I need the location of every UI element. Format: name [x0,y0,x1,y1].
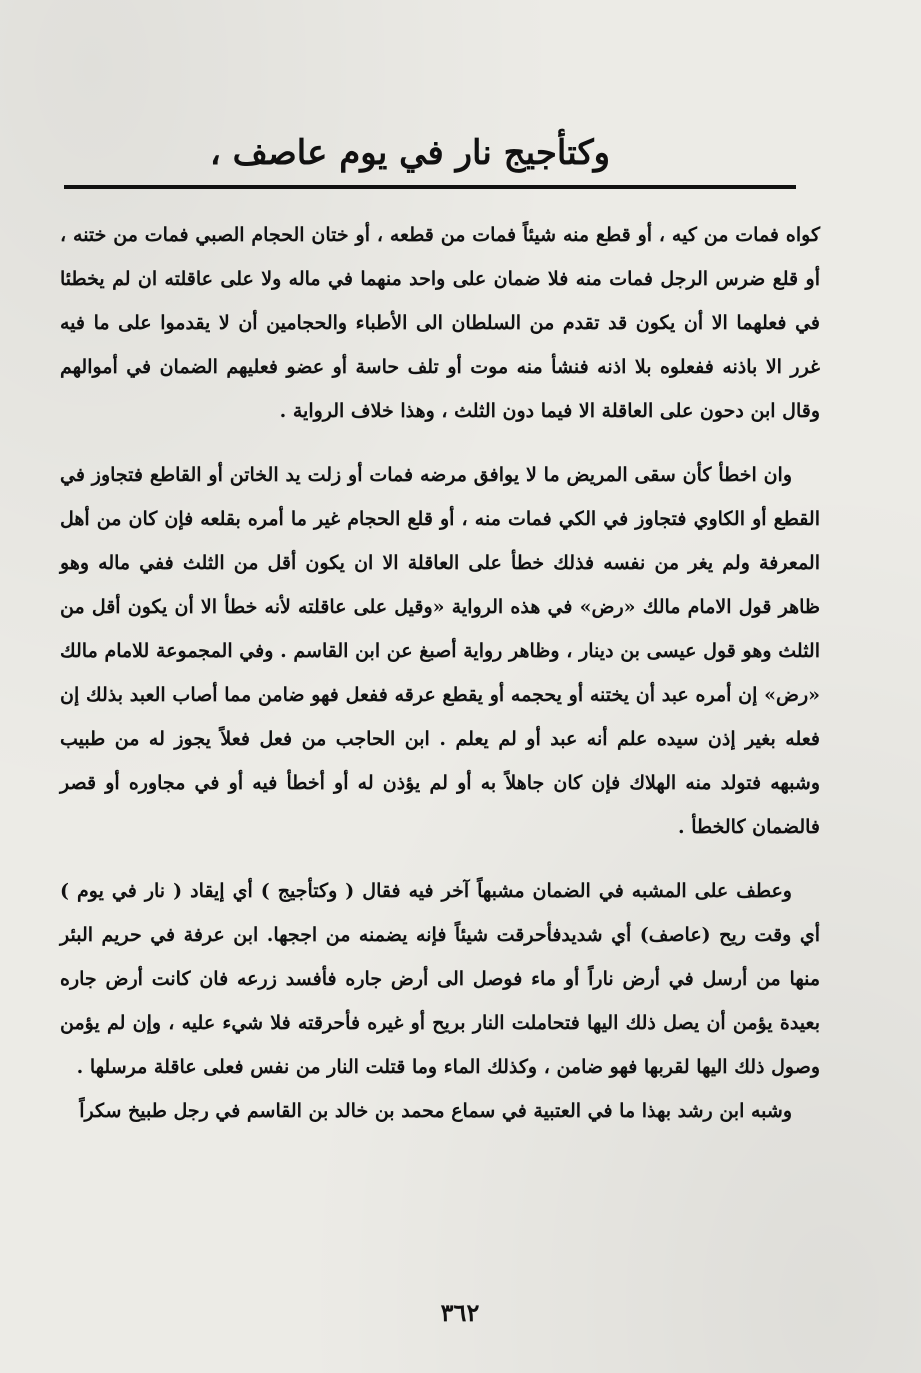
body-text [60,213,820,1133]
paragraph-1: كواه فمات من كيه ، أو قطع منه شيئاً فمات من قطعه ، أو ختان الحجام الصبي فمات من ختنه ، أو قلع ضرس الرجل فمات منه فلا ضمان على واحد منهما في ماله ولا على عاقلته ان لم يخطئا في فعلهما الا أن يكون قد تقدم من السلطان الى الأطباء والحجامين أن لا يقدموا على ما فيه غرر الا باذنه ففعلوه بلا اذنه فنشأ منه موت أو تلف حاسة أو عضو فعليهم الضمان في أموالهم وقال ابن دحون على العاقلة الا فيما دون الثلث ، وهذا خلاف الرواية . [60,224,820,422]
page-title: وكتأجيج نار في يوم عاصف ، [209,133,611,173]
page-number: ٣٦٢ [440,1298,480,1327]
paragraph-3: وعطف على المشبه في الضمان مشبهاً آخر فيه فقال ( وكتأجيج ) أي إيقاد ( نار في يوم ) أي وقت ريح (عاصف) أي شديدفأحرقت شيئاً فإنه يضمنه من اججها. ابن عرفة في حريم البئر منها من أرسل في أرض ناراً أو ماء فوصل الى أرض جاره فأفسد زرعه فان كانت أرض جاره بعيدة يؤمن أن يصل ذلك اليها فتحاملت النار بريح أو غيره فأحرقته فلا شيء عليه ، وإن لم يؤمن وصول ذلك اليها لقربها فهو ضامن ، وكذلك الماء وما قتلت النار من نفس فعلى عاقلة مرسلها . [60,880,820,1078]
title-divider [64,185,796,189]
paragraph-4: وشبه ابن رشد بهذا ما في العتبية في سماع محمد بن خالد بن القاسم في رجل طبيخ سكراً [79,1100,792,1122]
paragraph-2: وان اخطأ كأن سقى المريض ما لا يوافق مرضه فمات أو زلت يد الخاتن أو القاطع فتجاوز في القطع أو الكاوي فتجاوز في الكي فمات منه ، أو قلع الحجام غير ما أمره بقلعه فإن كان من أهل المعرفة ولم يغر من نفسه فذلك خطأ على العاقلة الا ان يكون أقل من الثلث ففي ماله وهو ظاهر قول الامام مالك «رض» في هذه الرواية «وقيل على عاقلته لأنه خطأ الا أن يكون أقل من الثلث وهو قول عيسى بن دينار ، وظاهر رواية أصبغ عن ابن القاسم . وفي المجموعة للامام مالك «رض» إن أمره عبد أن يختنه أو يحجمه أو يقطع عرقه ففعل فهو ضامن مما أصاب العبد بذلك إن فعله بغير إذن سيده علم أنه عبد أو لم يعلم . ابن الحاجب من فعل فعلاً يجوز له من طبيب وشبهه فتولد منه الهلاك فإن كان جاهلاً به أو لم يؤذن له أو أخطأ فيه أو في مجاوره أو قصر فالضمان كالخطأ . [60,464,820,838]
